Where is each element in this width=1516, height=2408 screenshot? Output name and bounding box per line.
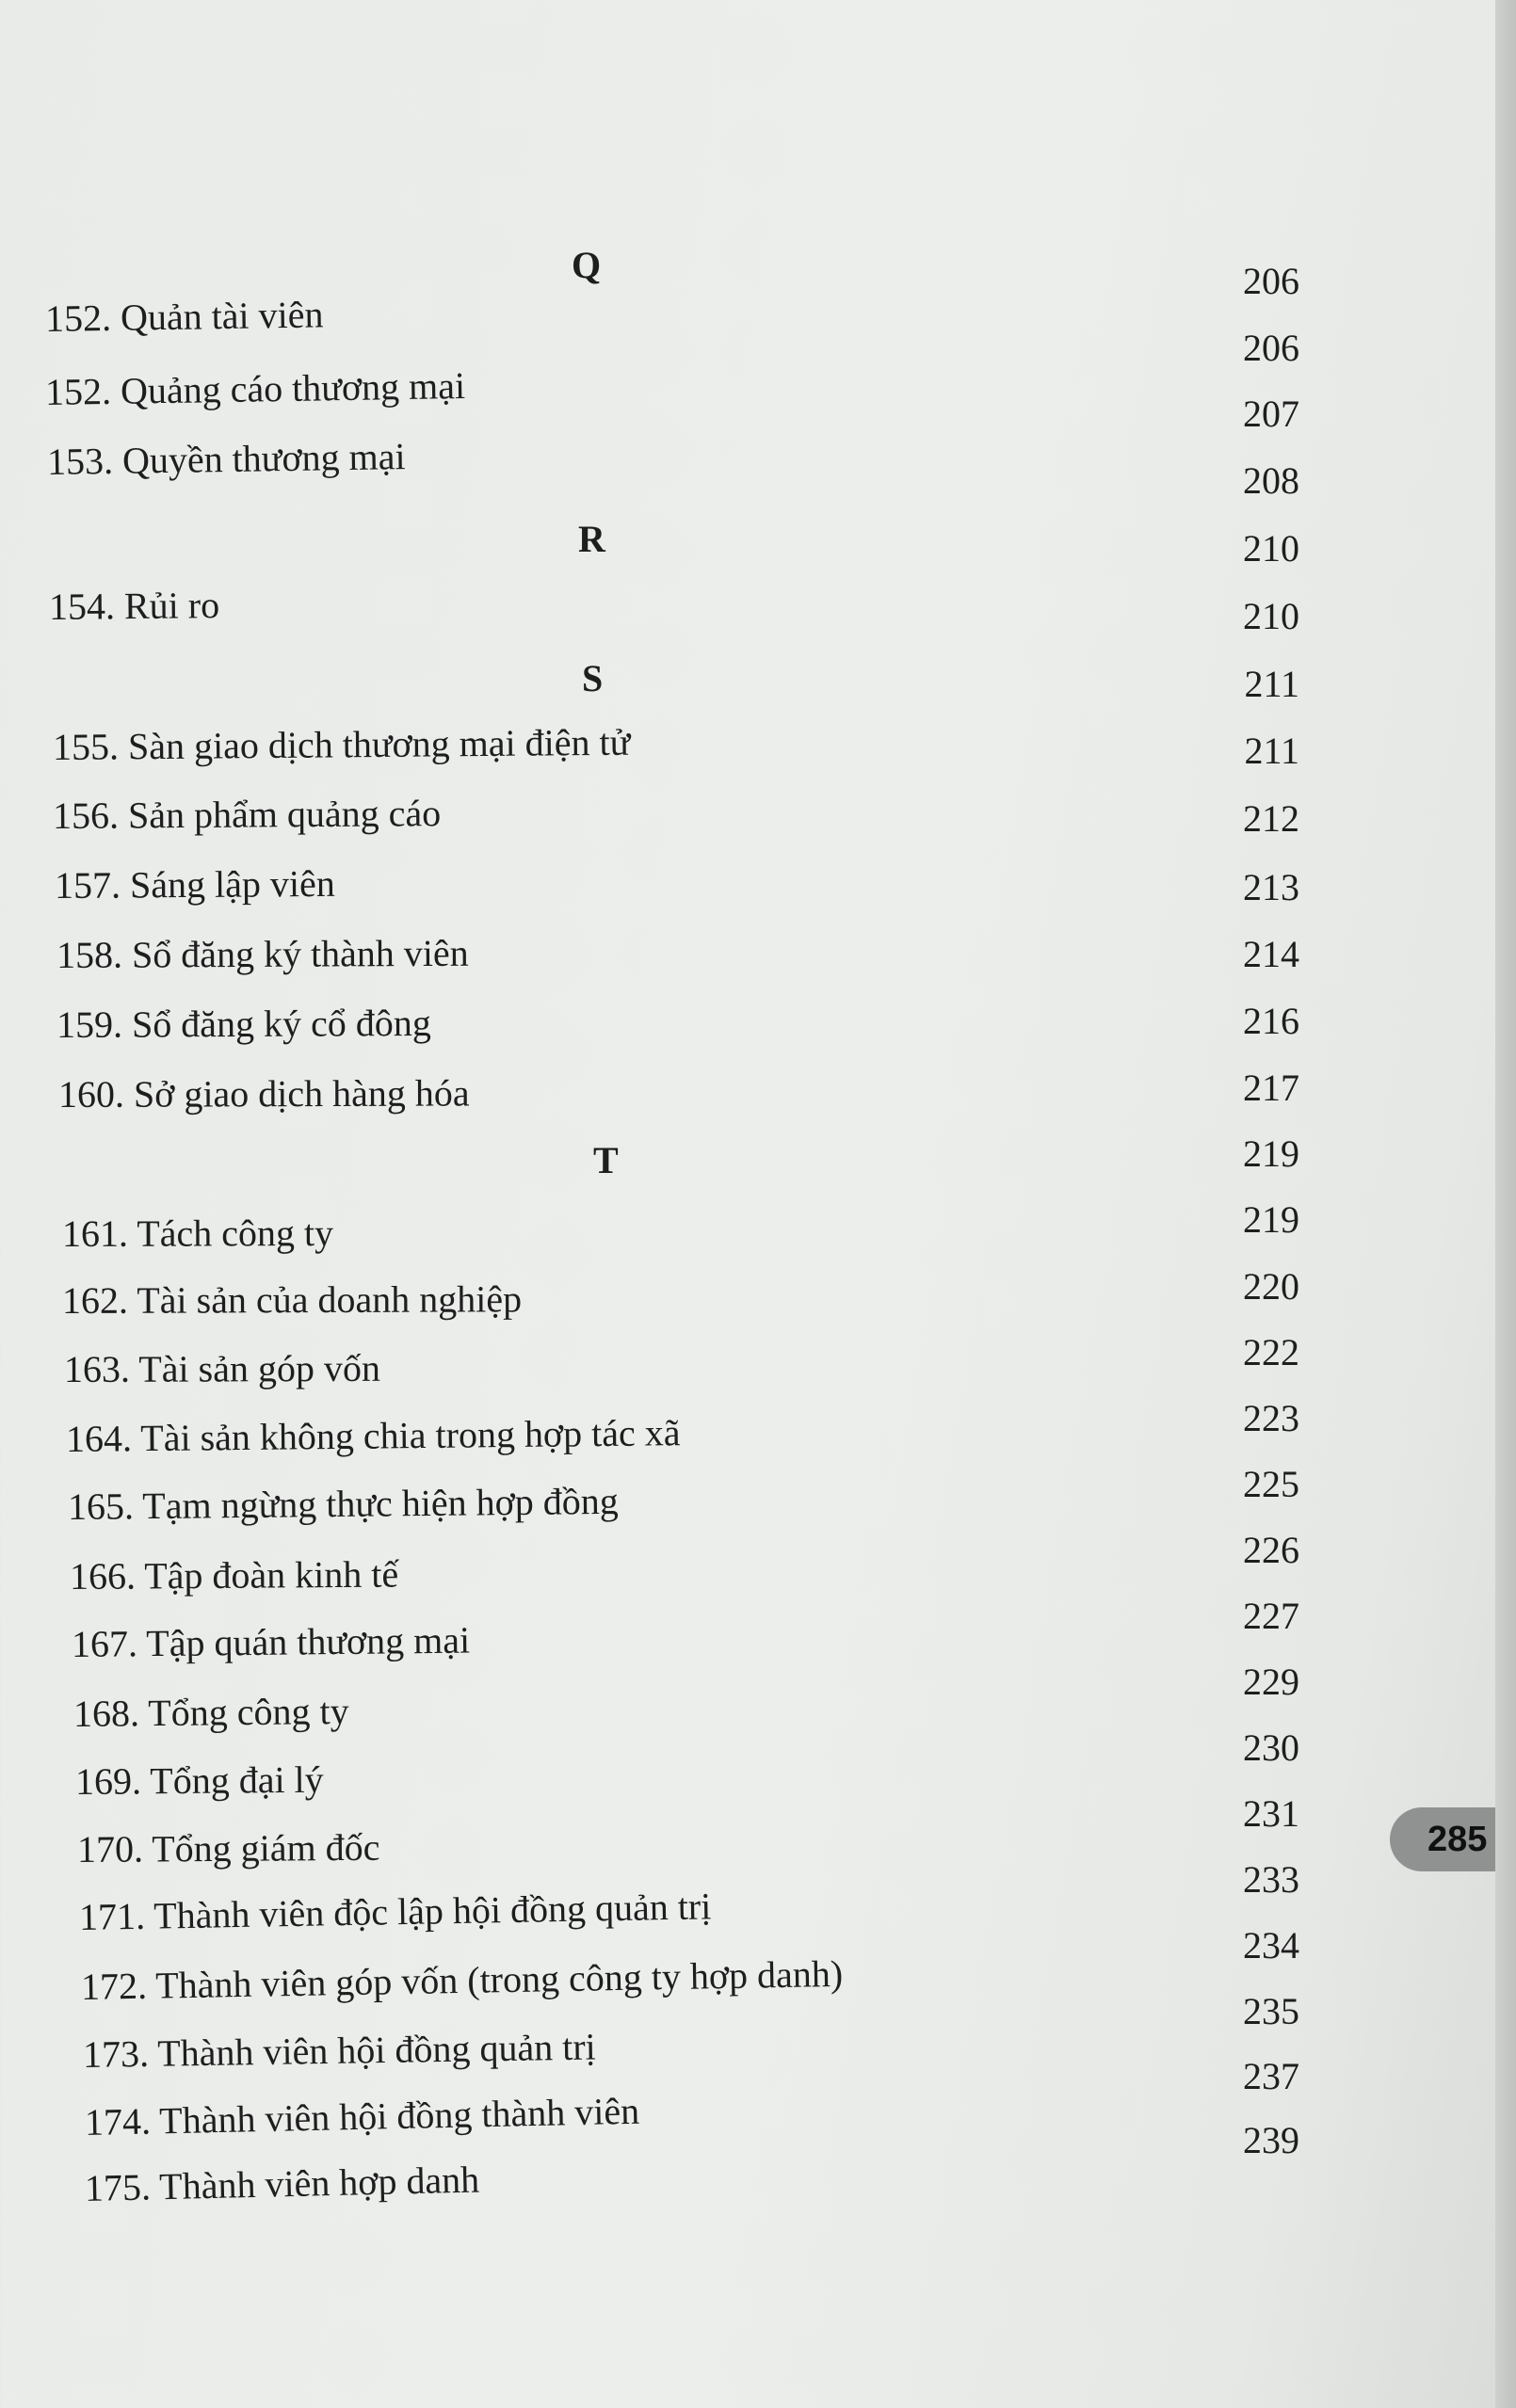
index-page-number: 235 <box>1243 1990 1299 2032</box>
index-page-number: 219 <box>1243 1198 1299 1241</box>
index-page-number: 217 <box>1243 1067 1299 1109</box>
index-page-number: 225 <box>1243 1463 1299 1505</box>
index-page-number: 211 <box>1244 730 1299 772</box>
index-page-number: 239 <box>1243 2119 1299 2161</box>
page-edge <box>1495 0 1516 2408</box>
index-page-number: 207 <box>1243 393 1299 435</box>
index-entry: 162. Tài sản của doanh nghiệp <box>61 1277 523 1322</box>
index-page-number: 216 <box>1243 1000 1299 1042</box>
index-entry: 166. Tập đoàn kinh tế <box>69 1552 399 1597</box>
index-entry: 153. Quyền thương mại <box>46 435 406 483</box>
index-page-number: 227 <box>1243 1595 1299 1637</box>
index-page-number: 213 <box>1243 866 1299 908</box>
index-entry: 165. Tạm ngừng thực hiện hợp đồng <box>67 1479 620 1528</box>
index-page-number: 222 <box>1243 1331 1299 1373</box>
index-page-number: 208 <box>1243 459 1299 502</box>
index-entry: 152. Quảng cáo thương mại <box>44 363 466 413</box>
index-page-number: 206 <box>1243 260 1299 302</box>
page-number-tab: 285 <box>1390 1807 1516 1871</box>
section-letter-r: R <box>578 518 605 560</box>
index-entry: 172. Thành viên góp vốn (trong công ty hợp danh) <box>80 1951 844 2008</box>
index-page-number: 219 <box>1243 1132 1299 1175</box>
index-page-number: 233 <box>1243 1858 1299 1901</box>
section-letter-t: T <box>593 1139 619 1181</box>
index-page-number: 237 <box>1243 2055 1299 2097</box>
index-page-number: 231 <box>1243 1792 1299 1835</box>
index-page-number: 230 <box>1243 1726 1299 1769</box>
index-entry: 155. Sàn giao dịch thương mại điện tử <box>52 720 631 768</box>
index-page-number: 210 <box>1243 527 1299 570</box>
index-entry: 173. Thành viên hội đồng quản trị <box>82 2025 597 2076</box>
index-entry: 160. Sở giao dịch hàng hóa <box>57 1071 470 1116</box>
index-page-number: 220 <box>1243 1265 1299 1308</box>
index-entry: 154. Rủi ro <box>48 584 220 628</box>
index-entry: 159. Sổ đăng ký cổ đông <box>56 1001 431 1046</box>
index-entry: 169. Tổng đại lý <box>74 1758 324 1803</box>
section-letter-q: Q <box>572 244 602 286</box>
index-page-number: 226 <box>1243 1529 1299 1571</box>
index-page-number: 210 <box>1243 595 1299 637</box>
index-entry: 164. Tài sản không chia trong hợp tác xã <box>65 1411 681 1460</box>
index-page-number: 212 <box>1243 797 1299 840</box>
index-entry: 168. Tổng công ty <box>73 1689 349 1735</box>
index-entry: 167. Tập quán thương mại <box>71 1618 471 1665</box>
index-entry: 171. Thành viên độc lập hội đồng quản trị <box>78 1885 712 1938</box>
index-page-number: 234 <box>1243 1924 1299 1967</box>
index-entry: 158. Sổ đăng ký thành viên <box>56 931 469 976</box>
index-entry: 175. Thành viên hợp danh <box>84 2158 480 2209</box>
index-entry: 163. Tài sản góp vốn <box>63 1346 380 1390</box>
index-entry: 157. Sáng lập viên <box>54 861 335 907</box>
index-page-number: 229 <box>1243 1661 1299 1703</box>
index-page-number: 206 <box>1243 327 1299 369</box>
index-entry: 156. Sản phẩm quảng cáo <box>52 792 442 837</box>
index-page-number: 223 <box>1243 1397 1299 1439</box>
index-entry: 170. Tổng giám đốc <box>76 1825 380 1870</box>
index-page-number: 214 <box>1243 933 1299 975</box>
section-letter-s: S <box>582 657 604 699</box>
index-entry: 161. Tách công ty <box>61 1211 334 1255</box>
index-page-number: 211 <box>1244 663 1299 705</box>
index-entry: 174. Thành viên hội đồng thành viên <box>84 2089 640 2143</box>
index-entry: 152. Quản tài viên <box>44 293 324 340</box>
